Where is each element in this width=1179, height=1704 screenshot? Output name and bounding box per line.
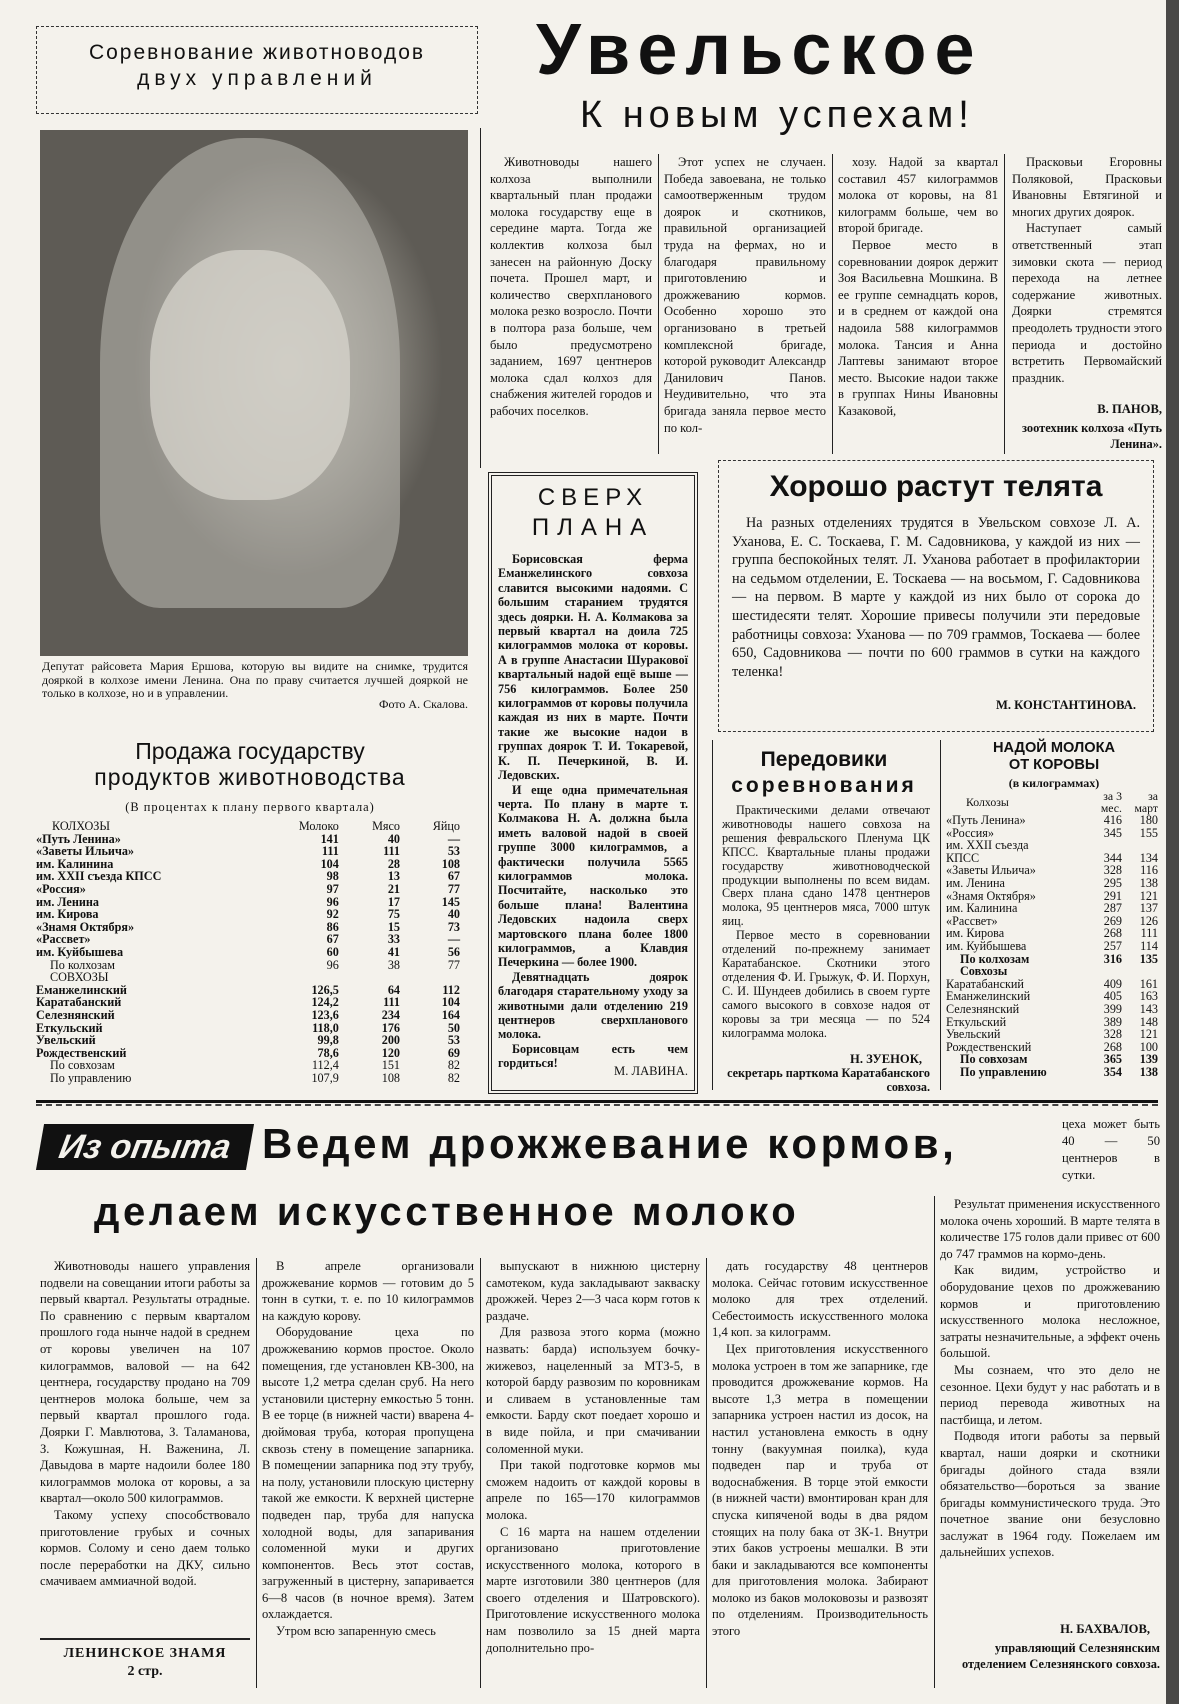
- nadoy-cell-value: 138: [1139, 1064, 1158, 1079]
- prodazha-cell-value: 60: [326, 944, 339, 959]
- prodazha-cell-value: 112,4: [311, 1058, 339, 1073]
- masthead-subtitle: К новым успехам!: [580, 94, 974, 136]
- nadoy-cell-value: 121: [1139, 888, 1158, 903]
- column-rule: [256, 1258, 257, 1688]
- prodazha-row: [36, 1022, 466, 1035]
- masthead-title: Увельское: [536, 10, 983, 90]
- nadoy-cell-value: [1088, 839, 1128, 852]
- prodazha-cell-name: «Россия»: [36, 881, 86, 896]
- column-rule: [940, 740, 941, 1090]
- main-article-col1-text: Животноводы нашего колхоза выполнили квартальный план продажи молока государству еще в середине марта. Тогда же коллектив колхоза был занесен на районную Доску почета. Прошел март, и количество сверхпланового молока резко возросло. Почти в полтора раза больше, чем было предусмотрено заданием, 1697 центнеров молока сдал колхоз для снабжения жителей городов и рабочих поселков.: [490, 155, 652, 418]
- peredoviki-body: [722, 804, 930, 1052]
- nadoy-cell-name: им. Кирова: [946, 926, 1005, 941]
- prodazha-cell-value: [345, 971, 406, 984]
- bottom-col2-text: В апреле организовали дрожжевание кормов — готовим до 5 тонн в сутки, т. е. по 10 килограммов на каждую корову.: [262, 1259, 474, 1323]
- nadoy-cell-value: 134: [1139, 850, 1158, 865]
- prodazha-row: [36, 1059, 466, 1072]
- column-rule: [1004, 154, 1005, 454]
- prodazha-cell-value: 111: [383, 844, 401, 859]
- nadoy-cell-name: Совхозы: [960, 964, 1008, 979]
- bottom-col5d-text: Подводя итоги работы за первый квартал, наши доярки и скотники бригады дойного стада взяли обязательство—бороться за звание бригады коммунистического труда. Это почетное звание они безусловно заслужат в 1964 году. Пожелаем им дальнейших успехов.: [940, 1429, 1160, 1560]
- prodazha-cell-value: 75: [387, 907, 401, 922]
- competition-header-line1: Соревнование животноводов: [88, 41, 426, 64]
- main-article-col3-text: хозу. Надой за квартал составил 457 килограммов молока от коровы, на 81 килограмм больше, чем во второй бригаде.: [838, 155, 998, 236]
- peredoviki-signature-role: секретарь парткома Каратабанского совхоза.: [727, 1066, 930, 1094]
- nadoy-cell-name: Рождественский: [946, 1039, 1032, 1054]
- nadoy-cell-name: По совхозам: [960, 1052, 1028, 1067]
- nadoy-cell-value: 148: [1139, 1014, 1158, 1029]
- prodazha-row: [36, 1072, 466, 1085]
- prodazha-cell-value: 112: [442, 982, 460, 997]
- main-article-col4-text: Прасковьи Егоровны Поляковой, Прасковьи Ивановны Евтягиной и многих других доярок.: [1012, 155, 1162, 219]
- column-rule: [934, 1196, 935, 1688]
- nadoy-cell-name: Еткульский: [946, 1014, 1007, 1029]
- prodazha-cell-value: 28: [387, 856, 401, 871]
- main-article-col2-text: Этот успех не случаен. Победа завоевана, не только самоотверженным трудом доярок и скотников, правильной организацией труда на фермах, но и благодаря правильному приготовлению и дрожжеванию кормов. Особенно хорошо это организовано в третьей комплексной бригаде, которой руководит Александр Данилович Панов. Неудивительно, что эта бригада заняла первое место по кол-: [664, 155, 826, 435]
- prodazha-header-kolhozy: КОЛХОЗЫ: [52, 819, 111, 833]
- prodazha-cell-name: «Путь Ленина»: [36, 831, 121, 846]
- prodazha-cell-value: 96: [326, 957, 339, 972]
- photo-credit: Фото А. Скалова.: [379, 697, 468, 711]
- bottom-signature: Н. БАХВАЛОВ,: [1060, 1622, 1150, 1636]
- footer-paper-name: ЛЕНИНСКОЕ ЗНАМЯ: [63, 1646, 227, 1661]
- bottom-col1: [40, 1258, 250, 1634]
- nadoy-cell-value: 399: [1103, 1001, 1122, 1016]
- nadoy-row: [946, 1028, 1164, 1041]
- prodazha-cell-value: 17: [387, 894, 401, 909]
- sverh-plana-p1: Борисовская ферма Еманжелинского совхоза славится высокими надоями. С большим старанием трудятся здесь доярки. Н. А. Колмакова за первый квартал на доила 725 килограммов молока от коровы. А в группе Анастасии Шуракової квартальный надой ещё выше — 756 килограммов. Более 250 килограммов от коровы получила каждая из них в марте. Почти такие же высокие надои в группах доярок Т. И. Токаревой, К. П. Печеркиной, В. И. Ледовских.: [498, 552, 688, 783]
- prodazha-cell-name: им. Куйбышева: [36, 944, 124, 959]
- prodazha-cell-value: 50: [447, 1020, 460, 1035]
- footer-page-number: 2 стр.: [127, 1664, 163, 1679]
- nadoy-cell-name: Каратабанский: [946, 976, 1024, 991]
- nadoy-cell-value: 316: [1103, 951, 1122, 966]
- nadoy-title1: НАДОЙ МОЛОКА: [992, 740, 1116, 756]
- prodazha-row: [36, 870, 466, 883]
- prodazha-cell-value: 98: [326, 869, 339, 884]
- peredoviki-signature: Н. ЗУЕНОК,: [850, 1052, 922, 1066]
- prodazha-cell-value: 120: [381, 1045, 401, 1060]
- prodazha-cell-value: 96: [326, 894, 339, 909]
- nadoy-row: [946, 1053, 1164, 1066]
- nadoy-cell-value: 291: [1103, 888, 1122, 903]
- prodazha-cell-value: 92: [326, 907, 339, 922]
- nadoy-cell-value: 163: [1139, 989, 1158, 1004]
- nadoy-cell-value: 138: [1139, 875, 1158, 890]
- rubric-iz-opyta: Из опыта: [36, 1124, 254, 1170]
- main-article-col1: [490, 154, 652, 454]
- bottom-col3: [486, 1258, 700, 1688]
- prodazha-cell-name: По управлению: [50, 1070, 132, 1085]
- prodazha-cell-value: 124,2: [311, 995, 339, 1010]
- nadoy-cell-name: По управлению: [960, 1064, 1047, 1079]
- prodazha-cell-value: 53: [447, 1033, 460, 1048]
- main-article-col3b-text: Первое место в соревновании доярок держит Зоя Васильевна Мошкина. В ее группе семнадцать коров, и в среднем от каждой она надоила 588 килограммов молока. Тансия и Анна Лаптевы занимают второе место. Высокие надои также в группах Нины Ивановны Казаковой,: [838, 237, 998, 418]
- prodazha-row: [36, 908, 466, 921]
- prodazha-header-row: [36, 820, 466, 833]
- bottom-col3c-text: При такой подготовке кормов мы сможем надоить от каждой коровы в апреле по 165—170 килограммов молока.: [486, 1458, 700, 1522]
- nadoy-row: [946, 1066, 1164, 1079]
- sverh-plana-title2: ПЛАНА: [531, 514, 655, 541]
- nadoy-cell-value: 354: [1103, 1064, 1122, 1079]
- nadoy-cell-name: КПСС: [946, 850, 980, 865]
- nadoy-cell-value: 389: [1103, 1014, 1122, 1029]
- prodazha-cell-value: 141: [320, 831, 339, 846]
- prodazha-cell-value: 77: [447, 957, 460, 972]
- prodazha-cell-value: 67: [447, 869, 460, 884]
- nadoy-cell-value: 180: [1139, 813, 1158, 827]
- bottom-signature-role: управляющий Селезнянским отделением Селезнянского совхоза.: [961, 1641, 1160, 1671]
- column-rule: [706, 1258, 707, 1688]
- nadoy-row: [946, 814, 1164, 827]
- bottom-col5b-text: Как видим, устройство и оборудование цехов по дрожжеванию кормов и приготовлению искусственного молока несложное, затраты незначительные, а эффект очень большой.: [940, 1263, 1160, 1361]
- main-article-col3: [838, 154, 998, 454]
- prodazha-cell-value: 234: [381, 1007, 401, 1022]
- nadoy-row: [946, 965, 1164, 978]
- nadoy-cell-value: 269: [1103, 913, 1122, 928]
- prodazha-cell-value: 82: [447, 1070, 460, 1085]
- nadoy-header-3mes: за 3 мес.: [1100, 789, 1122, 815]
- nadoy-cell-value: [1128, 839, 1164, 852]
- nadoy-cell-value: 155: [1139, 825, 1158, 840]
- prodazha-cell-value: 97: [326, 881, 339, 896]
- prodazha-cell-value: 151: [381, 1058, 401, 1073]
- bottom-col5: [940, 1196, 1160, 1618]
- prodazha-cell-name: им. Калинина: [36, 856, 114, 871]
- nadoy-cell-value: 143: [1139, 1001, 1158, 1016]
- prodazha-cell-value: 38: [387, 957, 401, 972]
- nadoy-cell-value: 114: [1140, 938, 1158, 953]
- prodazha-cell-value: 123,6: [311, 1007, 339, 1022]
- prodazha-cell-value: 77: [447, 881, 460, 896]
- prodazha-cell-value: 104: [320, 856, 339, 871]
- section-divider: [36, 1100, 1158, 1106]
- nadoy-subtitle: (в килограммах): [1008, 776, 1100, 790]
- nadoy-cell-value: 295: [1103, 875, 1122, 890]
- sverh-plana-p3: Девятнадцать доярок благодаря старательному уходу за животными дали отделению 219 центнеров сверхпланового молока.: [498, 969, 688, 1042]
- prodazha-row: [36, 883, 466, 896]
- nadoy-cell-value: 139: [1139, 1052, 1158, 1067]
- bottom-headline2: делаем искусственное молоко: [94, 1190, 800, 1234]
- nadoy-cell-value: 405: [1103, 989, 1122, 1004]
- bottom-col1b-text: Такому успеху способствовало приготовление грубых и сочных кормов. Солому и сено даем только после переработки на ДКУ, сильно смачиваем аммиачной водой.: [40, 1507, 250, 1589]
- prodazha-table: [36, 820, 466, 1084]
- nadoy-cell-name: Селезнянский: [946, 1001, 1020, 1016]
- prodazha-cell-value: 40: [387, 831, 401, 846]
- prodazha-cell-value: 21: [387, 881, 401, 896]
- nadoy-cell-value: 126: [1139, 913, 1158, 928]
- prodazha-cell-value: 108: [381, 1070, 401, 1085]
- nadoy-cell-value: 365: [1103, 1052, 1122, 1067]
- bottom-col3d-text: С 16 марта на нашем отделении организовано приготовление искусственного молока, которого в марте изготовили 380 центнеров (для своего отделения и Шатровского). Приготовление искусственного молока нам позволило за 15 дней марта дополнительно про-: [486, 1524, 700, 1655]
- column-rule: [658, 154, 659, 454]
- prodazha-cell-value: 176: [381, 1020, 401, 1035]
- prodazha-row: [36, 1034, 466, 1047]
- nadoy-table: [946, 790, 1164, 1078]
- nadoy-row: [946, 940, 1164, 953]
- prodazha-header-yaitso: Яйцо: [432, 819, 460, 833]
- bottom-col3b-text: Для развоза этого корма (можно назвать: барда) используем бочку-жижевоз, нацеленный за МТЗ-5, в которой барду развозим по коровникам и сливаем в установленные там емкости. Барду скот поедает хорошо и в виде пойла, и при смачивании соломенной муки.: [486, 1325, 700, 1456]
- telyata-signature: М. КОНСТАНТИНОВА.: [996, 698, 1136, 712]
- main-article-col4b-text: Наступает самый ответственный этап зимовки скота — период перехода на летнее содержание животных. Доярки стремятся преодолеть трудности этого периода и достойно встретить Первомайский праздник.: [1012, 221, 1162, 385]
- prodazha-cell-value: 99,8: [317, 1033, 339, 1048]
- prodazha-cell-value: 104: [441, 995, 460, 1010]
- prodazha-row: [36, 971, 466, 984]
- competition-header-box: [36, 26, 478, 114]
- prodazha-row: [36, 845, 466, 858]
- prodazha-cell-value: 67: [326, 932, 339, 947]
- nadoy-cell-value: 328: [1103, 1027, 1122, 1042]
- nadoy-cell-value: 111: [1140, 926, 1158, 941]
- nadoy-cell-name: «Заветы Ильича»: [946, 863, 1036, 878]
- nadoy-cell-name: По колхозам: [960, 951, 1030, 966]
- nadoy-cell-value: [1128, 965, 1164, 978]
- sverh-plana-p2: И еще одна примечательная черта. По плану в марте т. Колмакова Н. А. должна была иметь валовой надой в своей группе 3000 килограммов, а фактически получила 5565 килограммов молока. Посчитайте, насколько это больше плана! Валентина Ледовских надоила сверх мартовского плана более 1800 килограммов, а Клавдия Печеркина — более 1900.: [498, 782, 688, 970]
- prodazha-cell-value: 145: [441, 894, 460, 909]
- prodazha-cell-value: 56: [447, 944, 460, 959]
- nadoy-cell-value: 116: [1140, 863, 1158, 878]
- prodazha-cell-value: 111: [383, 995, 401, 1010]
- prodazha-cell-name: Еткульский: [36, 1020, 103, 1035]
- prodazha-cell-value: 86: [326, 919, 339, 934]
- bottom-col1-text: Животноводы нашего управления подвели на совещании итоги работы за первый квартал. Результаты отрадные. По сравнению с первым кварталом прошлого года нынче надой в среднем от коровы увеличен на 107 килограммов, валовой — на 642 центнера, государству продано на 709 центнеров молока больше, чем за первый квартал прошлого года. Доярки Г. Мавлютова, З. Таламанова, З. Кожушная, Н. Важенина, Л. Давыдова в марте надоили более 180 килограммов молока от коровы, а за квартал—около 500 килограммов.: [40, 1259, 250, 1506]
- nadoy-row: [946, 839, 1164, 852]
- nadoy-cell-value: 345: [1103, 825, 1122, 840]
- nadoy-header-mart: за март: [1134, 789, 1158, 815]
- prodazha-cell-name: Каратабанский: [36, 995, 122, 1010]
- nadoy-cell-value: 161: [1139, 976, 1158, 991]
- page-right-edge: [1166, 0, 1179, 1704]
- nadoy-cell-name: «Россия»: [946, 825, 995, 840]
- nadoy-cell-value: 416: [1103, 813, 1122, 827]
- nadoy-cell-value: 268: [1103, 1039, 1122, 1054]
- nadoy-header-kolhozy: Колхозы: [966, 794, 1009, 809]
- nadoy-cell-name: «Рассвет»: [946, 913, 998, 928]
- prodazha-cell-name: «Заветы Ильича»: [36, 844, 135, 859]
- nadoy-cell-value: 257: [1103, 938, 1122, 953]
- prodazha-cell-name: «Рассвет»: [36, 932, 91, 947]
- bottom-col5-text: Результат применения искусственного молока очень хороший. В марте телята в количестве 175 голов дали привес от 600 до 747 граммов на кормо-день.: [940, 1197, 1160, 1261]
- prodazha-cell-name: Увельский: [36, 1033, 96, 1048]
- face-shape: [150, 250, 350, 500]
- milkmaid-photo: [40, 130, 468, 656]
- column-rule: [712, 740, 713, 1090]
- bottom-col2: [262, 1258, 474, 1688]
- nadoy-cell-name: им. XXII съезда: [946, 838, 1029, 853]
- prodazha-cell-name: СОВХОЗЫ: [50, 970, 109, 985]
- prodazha-cell-value: 41: [387, 944, 401, 959]
- photo-caption-text: Депутат райсовета Мария Ершова, которую вы видите на снимке, трудится дояркой в колхозе имени Ленина. Она по праву считается лучшей дояркой не только в колхозе, но и в управлении.: [42, 659, 468, 700]
- prodazha-cell-name: По совхозам: [50, 1058, 115, 1073]
- peredoviki-p2: Первое место в соревновании отделений по-прежнему занимает Каратабанское. Скотники этого отделения Ф. И. Грыжук, Ф. И. Порхун, С. И. Шундеев добились в своем гурте самого высокого в совхозе надоя от коровы за три месяца — по 524 килограмма молока.: [722, 928, 930, 1040]
- prodazha-cell-value: —: [447, 831, 460, 846]
- telyata-title: Хорошо растут телята: [769, 470, 1103, 503]
- nadoy-cell-name: Еманжелинский: [946, 989, 1031, 1004]
- column-rule: [832, 154, 833, 454]
- nadoy-cell-value: 121: [1139, 1027, 1158, 1042]
- main-article-col4: [1012, 154, 1162, 399]
- sverh-plana-title1: СВЕРХ: [537, 484, 649, 511]
- nadoy-cell-name: Увельский: [946, 1027, 1001, 1042]
- nadoy-cell-name: им. Ленина: [946, 875, 1005, 890]
- peredoviki-title1: Передовики: [760, 748, 888, 771]
- peredoviki-title2: соревнования: [731, 774, 917, 797]
- prodazha-cell-name: По колхозам: [50, 957, 115, 972]
- prodazha-cell-value: 111: [321, 844, 339, 859]
- nadoy-cell-value: 328: [1103, 863, 1122, 878]
- nadoy-cell-value: 409: [1103, 976, 1122, 991]
- prodazha-cell-value: 164: [441, 1007, 460, 1022]
- nadoy-cell-name: «Знамя Октября»: [946, 888, 1036, 903]
- prodazha-cell-name: им. Ленина: [36, 894, 99, 909]
- prodazha-cell-name: им. Кирова: [36, 907, 99, 922]
- prodazha-row: [36, 946, 466, 959]
- nadoy-cell-value: 287: [1103, 901, 1122, 916]
- prodazha-title2: продуктов животноводства: [94, 764, 406, 790]
- bottom-col4-text: дать государству 48 центнеров молока. Сейчас готовим искусственное молоко для трех отделений. Себестоимость искусственного молока 1,4 коп. за килограмм.: [712, 1259, 928, 1340]
- prodazha-cell-value: 53: [447, 844, 460, 859]
- prodazha-cell-value: [262, 971, 345, 984]
- sverh-plana-p4: Борисовцам есть чем гордиться!: [498, 1041, 688, 1071]
- prodazha-cell-value: 200: [381, 1033, 401, 1048]
- prodazha-cell-value: 13: [387, 869, 401, 884]
- column-rule: [480, 128, 481, 468]
- prodazha-cell-value: 82: [447, 1058, 460, 1073]
- competition-header-line2: двух управлений: [137, 67, 377, 90]
- bottom-col4b-text: Цех приготовления искусственного молока устроен в том же запарнике, где проводится дрожжевание кормов. На высоте 1,3 метра в помещении запарника устроен настил из досок, на настил установлена емкость в одну тонну (вакуумная поилка), куда подведен пар и труба от водоснабжения. В торце этой емкости (в нижней части) вмонтирован кран для спуска кипяченой воды в два рядом стоящих на полу бака от ЗК-1. Внутри этих баков устроены мешалки. В эти баки и закладываются все компоненты для приготовления молока. Забирают молоко из баков молоковозы и развозят по отделениям. Производительность этого: [712, 1341, 928, 1639]
- nadoy-cell-value: 135: [1139, 951, 1158, 966]
- prodazha-cell-value: 107,9: [311, 1070, 339, 1085]
- prodazha-cell-value: 126,5: [311, 982, 339, 997]
- nadoy-title2: ОТ КОРОВЫ: [1008, 757, 1100, 773]
- photo-caption: [42, 660, 468, 701]
- bottom-col2c-text: Утром всю запаренную смесь: [276, 1624, 436, 1639]
- bottom-col5c-text: Мы сознаем, что это дело не сезонное. Цехи будут у нас работать и в период перевода животных на пастбища, и летом.: [940, 1362, 1160, 1427]
- prodazha-subtitle: (В процентах к плану первого квартала): [125, 800, 375, 814]
- bottom-col4: [712, 1258, 928, 1688]
- prodazha-row: [36, 896, 466, 909]
- prodazha-cell-value: 78,6: [317, 1045, 339, 1060]
- prodazha-cell-value: 64: [387, 982, 401, 997]
- prodazha-cell-value: [406, 971, 466, 984]
- prodazha-cell-value: 40: [447, 907, 460, 922]
- nadoy-cell-value: 137: [1139, 901, 1158, 916]
- prodazha-cell-name: им. XXII съезда КПСС: [36, 869, 162, 884]
- nadoy-header-row: [946, 790, 1164, 814]
- footer-rule: [40, 1638, 250, 1640]
- nadoy-cell-name: им. Калинина: [946, 901, 1018, 916]
- prodazha-row: [36, 1009, 466, 1022]
- telyata-body: [732, 514, 1140, 694]
- nadoy-row: [946, 877, 1164, 890]
- prodazha-cell-name: Рождественский: [36, 1045, 127, 1060]
- prodazha-cell-value: —: [447, 932, 460, 947]
- nadoy-cell-value: 344: [1103, 850, 1122, 865]
- prodazha-cell-value: 108: [441, 856, 460, 871]
- prodazha-cell-name: Селезнянский: [36, 1007, 115, 1022]
- nadoy-cell-value: 100: [1139, 1039, 1158, 1054]
- nadoy-cell-value: 268: [1103, 926, 1122, 941]
- nadoy-cell-name: им. Куйбышева: [946, 938, 1027, 953]
- column-rule: [480, 1258, 481, 1688]
- prodazha-header-myaso: Мясо: [372, 819, 401, 833]
- telyata-body-text: На разных отделениях трудятся в Увельском совхозе Л. А. Уханова, Е. С. Тоскаева, Г. М. Садовникова, у каждой из них — группа беспокойных телят. Л. Уханова работает в профилактории на седьмом отделении, Е. Тоскаева — на восьмом, Г. Садовникова — на первом. В марте у каждой из них было от сорока до шестидесяти телят. Хорошие привесы получили эти передовые работницы совхоза: Ухановa — по 709 граммов, Тоскаева — более 650, Садовникова — почти по 600 граммов в сутки на каждого теленка!: [732, 515, 1140, 680]
- bottom-corner-text-p: цеха может быть 40 — 50 центнеров в сутки.: [1062, 1117, 1160, 1182]
- nadoy-cell-value: [1088, 965, 1128, 978]
- prodazha-cell-value: 69: [447, 1045, 460, 1060]
- prodazha-cell-name: Еманжелинский: [36, 982, 127, 997]
- prodazha-row: [36, 921, 466, 934]
- prodazha-cell-value: 118,0: [312, 1020, 339, 1035]
- prodazha-title1: Продажа государству: [135, 738, 365, 764]
- main-article-signature-role: зоотехник колхоза «Путь Ленина».: [1022, 421, 1162, 451]
- main-article-signature: В. ПАНОВ,: [1097, 402, 1162, 416]
- prodazha-cell-value: 33: [387, 932, 401, 947]
- peredoviki-p1: Практическими делами отвечают животноводы нашего совхоза на решения февральского Пленума ЦК КПСС. Квартальные планы продажи государству животноводческой продукции выполнены по всем видам. Сверх плана сдано 1478 центнеров молока, 95 центнеров мяса, 7000 штук яиц.: [722, 803, 930, 929]
- main-article-col2: [664, 154, 826, 454]
- prodazha-header-moloko: Молоко: [298, 819, 339, 833]
- bottom-col2b-text: Оборудование цеха по дрожжеванию кормов простое. Около помещения, где установлен КВ-300, на высоте 1,2 метра сделан сруб. На него установили цистерну емкостью 5 тонн. В ее торце (в нижней части) вварена 4-дюймовая труба, которая пропущена сквозь стену в помещение запарника. В помещении запарника под эту трубу, на полу, установили плоскую цистерну такой же емкости. К верхней цистерне подведен пар, труба для напуска холодной воды, для запаривания соломенной муки и других компонентов. Весь этот состав, загруженный в цистерну, запаривается 6—8 часов (в ночное время). Затем охлаждается.: [262, 1325, 474, 1622]
- bottom-col3-text: выпускают в нижнюю цистерну самотеком, куда закладывают закваску дрожжей. Через 2—3 часа корм готов к раздаче.: [486, 1259, 700, 1323]
- prodazha-cell-value: 73: [447, 919, 460, 934]
- bottom-corner-text: [1062, 1116, 1160, 1188]
- prodazha-cell-name: «Знамя Октября»: [36, 919, 135, 934]
- nadoy-row: [946, 1003, 1164, 1016]
- nadoy-row: [946, 902, 1164, 915]
- nadoy-cell-name: «Путь Ленина»: [946, 813, 1026, 827]
- bottom-headline1: Ведем дрожжевание кормов,: [262, 1120, 958, 1167]
- sverh-plana-signature: М. ЛАВИНА.: [614, 1064, 688, 1078]
- prodazha-cell-value: 15: [387, 919, 401, 934]
